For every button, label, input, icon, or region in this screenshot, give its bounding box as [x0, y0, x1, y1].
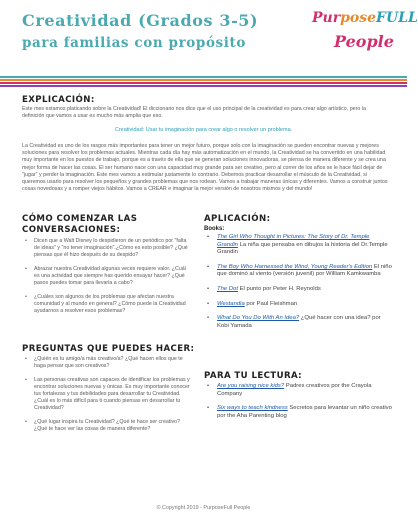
page-title: Creatividad (Grados 3-5): [22, 11, 259, 30]
aplicacion-heading: APLICACIÓN:: [204, 214, 271, 224]
book-description: La niña que pensaba en dibujos la historia del Dr.Temple Grandin: [217, 241, 388, 256]
lectura-list: [204, 383, 392, 427]
list-item: [204, 383, 392, 398]
books-label: Books:: [204, 226, 225, 232]
preguntas-list: [22, 356, 192, 440]
conversaciones-list: [22, 238, 192, 322]
purposefull-people-logo: PurposeFULL People: [312, 10, 418, 51]
list-item: [204, 405, 392, 420]
article-link[interactable]: Are you raising nice kids?: [217, 383, 285, 389]
book-link[interactable]: The Girl Who Thought in Pictures: The Story of Dr. Temple Grandin: [217, 234, 370, 248]
list-item: [204, 315, 392, 330]
article-description: Padres creativos por the Crayola Company: [217, 383, 372, 397]
book-description: El niño que dominó al viento (versión juvenil) por William Kamkwamba: [217, 263, 392, 278]
article-link[interactable]: Six ways to teach kindness: [217, 405, 288, 412]
creatividad-definition: Creatividad: Usar tu imaginación para crear algo o resolver un problema.: [114, 127, 293, 133]
copyright-footer: © Copyright 2019 - PurposeFull People: [156, 505, 251, 511]
explicacion-intro: Este mes estamos platicando sobre la Creatividad! El diccionario nos dice que el uso principal de la creatividad es para crear algo artístico, pero la definición que vamos a usar es mucho más amplia que eso.: [22, 106, 366, 120]
page-subtitle: para familias con propósito: [22, 35, 246, 51]
preguntas-heading: PREGUNTAS QUE PUEDES HACER:: [22, 344, 195, 354]
list-item: • Las personas creativas son capaces de identificar los problemas y encontrar soluciones nuevas y únicas. Es muy importante conocer tus fortalezas y tus debilidades para desarrollar tu Creatividad. ¿Cuál es lo más difícil para ti cuando piensas en desarrollar tu Creatividad?: [22, 377, 192, 412]
book-link[interactable]: Westandia: [217, 300, 245, 307]
book-link[interactable]: What Do You Do With An Idea?: [217, 315, 300, 322]
list-item: [204, 264, 392, 279]
list-item: [204, 301, 392, 309]
list-item: • ¿Quién es tu amigo/a más creativo/a? ¿Qué hacen ellos que te haga pensar que son creativos?: [22, 356, 192, 370]
lectura-heading: PARA TU LECTURA:: [204, 371, 303, 381]
book-link[interactable]: The Dot: [217, 285, 238, 292]
color-stripes-divider: [0, 76, 407, 88]
book-description: ¿Qué hacer con una idea? por Kobi Yamada: [217, 315, 381, 329]
book-description: El punto por Peter H. Reynolds: [237, 285, 321, 292]
article-description: Secretos para levantar un niño creativo por the Aha Parenting blog: [217, 405, 392, 419]
explicacion-heading: EXPLICACIÓN:: [22, 95, 95, 105]
list-item: [204, 286, 392, 294]
conversaciones-heading: CÓMO COMENZAR LAS CONVERSACIONES:: [22, 214, 138, 235]
books-list: [204, 234, 392, 337]
list-item: [204, 234, 392, 257]
list-item: • ¿Cuáles son algunos de los problemas que afectan nuestra comunidad y al mundo en general? ¿Cómo puede la Creatividad ayudarnos a resolver esos problemas?: [22, 294, 192, 315]
list-item: • ¿Qué lugar inspira tu Creatividad? ¿Qué te hace ser creativo? ¿Qué te hace ver las cosas de manera diferente?: [22, 419, 192, 433]
list-item: • Abrazar nuestra Creatividad algunas veces requiere valor. ¿Cuál es una actividad que siempre has querido ensayar hacer? ¿Qué pasos puedes tomar para llevarla a cabo?: [22, 266, 192, 287]
explicacion-body: La Creatividad es uno de los rasgos más importantes para tener un mejor futuro, porque solo con la imaginación se pueden encontrar nuevas y mejores soluciones para resolver los problemas actuales. Mientras cada día hay más automatización en el mundo, la Creatividad se ha convertido en una habilidad muy importante en los puestos de trabajo, porque es a través de ella que se generan soluciones innovadoras, se piensa de manera diferente y se crea una mejor forma de hacer las cosas. El ser humano nace con una capacidad muy grande para ser creativo, pero al correr de los años se le hace fácil dejar de "jugar" y perder la imaginación. Este mes vamos a estimular justamente lo contrario. Debemos practicar desarrollar el músculo de la Creatividad, si queremos usarlo para resolver los pequeños y grandes problemas que nos rodean. Vamos a trabajar maneras únicas y diferentes. Vamos a construir juntos cosas novedosas y a romper viejos hábitos. Vamos a CREAR e imaginar la mejor versión de nosotros mismos y del mundo!: [22, 143, 388, 193]
book-description: por Paul Fleishman: [244, 300, 298, 307]
list-item: • Dicen que a Walt Disney lo despidieron de un periódico por "falta de ideas" y "no tener imaginación".¿Cómo es esto posible? ¿Qué piensas que él hizo después de su despido?: [22, 238, 192, 259]
book-link[interactable]: The Boy Who Harnessed the Wind, Young Reader's Edition: [217, 263, 373, 270]
